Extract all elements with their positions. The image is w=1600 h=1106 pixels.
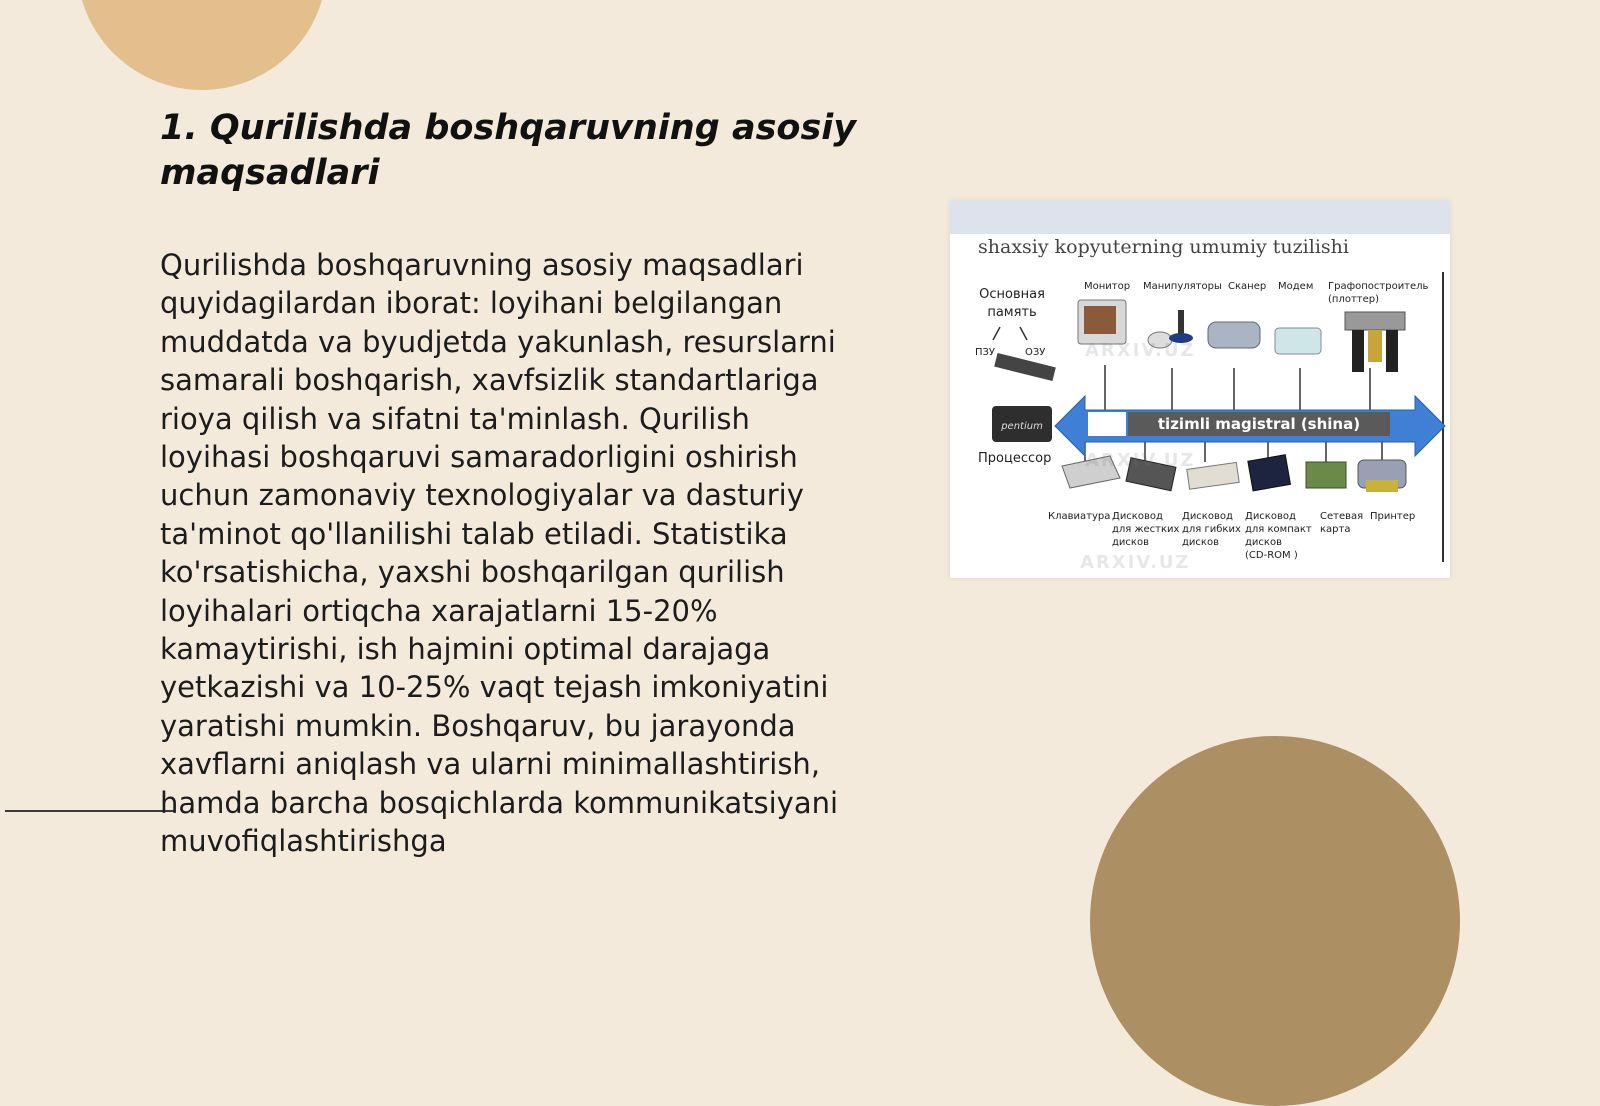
hdd-label-line-3: дисков <box>1112 537 1149 548</box>
decorative-circle-top <box>77 0 327 90</box>
slide-title <box>160 106 860 196</box>
printer-label: Принтер <box>1370 511 1416 522</box>
cdrom-label-line-2: для компакт <box>1245 524 1312 535</box>
fdd-label <box>1182 510 1241 549</box>
pc-structure-diagram <box>950 200 1450 578</box>
modem-label: Модем <box>1278 281 1314 292</box>
network-card-label <box>1320 510 1363 536</box>
network-card-label-line-2: карта <box>1320 524 1351 535</box>
fdd-label-line-2: для гибких <box>1182 524 1241 535</box>
fdd-label-line-3: дисков <box>1182 537 1219 548</box>
scanner-label: Сканер <box>1228 281 1267 292</box>
slide-body-text: Qurilishda boshqaruvning asosiy maqsadlari quyidagilardan iborat: loyihani belgilangan muddatda va byudjetda yakunlash, resurslarni samarali boshqarish, xavfsizlik standartlariga rioya qilish va sifatni ta'minlash. Qurilish loyihasi boshqaruvi samaradorligini oshirish uchun zamonaviy texnologiyalar va dasturiy ta'minot qo'llanilishi talab etiladi. Statistika ko'rsatishicha, yaxshi boshqarilgan qurilish loyihalari ortiqcha xarajatlarni 15-20% kamaytirishi, ish hajmini optimal darajaga yetkazishi va 10-25% vaqt tejash imkoniyatini yaratishi mumkin. Boshqaruv, bu jarayonda xavflarni aniqlash va ularni minimallashtirish, hamda barcha bosqichlarda kommunikatsiyani muvofiqlashtirishga <box>160 248 839 859</box>
cdrom-label-line-4: (CD-ROM ) <box>1245 550 1298 561</box>
rom-label: ПЗУ <box>975 347 996 358</box>
keyboard-label: Клавиатура <box>1048 511 1111 522</box>
modem-icon <box>1275 328 1321 354</box>
plotter-label-line-2: (плоттер) <box>1328 294 1380 305</box>
memory-label <box>968 286 1056 322</box>
scanner-icon <box>1208 322 1260 348</box>
plotter-label <box>1328 280 1428 306</box>
decorative-circle-bottom <box>1090 736 1460 1106</box>
cdrom-label-line-1: Дисковод <box>1245 511 1296 522</box>
watermark-3: ARXIV.UZ <box>1080 552 1191 573</box>
manipulators-label: Манипуляторы <box>1143 281 1222 292</box>
cdrom-label-line-3: дисков <box>1245 537 1282 548</box>
memory-label-line-1: Основная <box>979 287 1045 302</box>
divider-line <box>5 810 175 812</box>
bus-label: tizimli magistral (shina) <box>1157 415 1361 433</box>
ram-label: ОЗУ <box>1025 347 1046 358</box>
slide-title-line-1: 1. Qurilishda boshqaruvning asosiy <box>160 108 857 148</box>
plotter-label-line-1: Графопостроитель <box>1328 281 1429 292</box>
hdd-label-line-1: Дисковод <box>1112 511 1163 522</box>
memory-label-line-2: память <box>987 305 1037 320</box>
plotter-icon <box>1345 312 1405 330</box>
processor-label: Процессор <box>978 451 1052 466</box>
monitor-label: Монитор <box>1084 281 1131 292</box>
cdrom-icon <box>1248 455 1291 491</box>
hdd-label <box>1112 510 1179 549</box>
network-card-label-line-1: Сетевая <box>1320 511 1364 522</box>
network-card-icon <box>1306 462 1346 488</box>
watermark-1: ARXIV.UZ <box>1085 340 1196 361</box>
fdd-label-line-1: Дисковод <box>1182 511 1233 522</box>
figure-title: shaxsiy kopyuterning umumiy tuzilishi <box>978 236 1349 258</box>
cpu-chip-text: pentium <box>1001 421 1043 432</box>
watermark-2: ARXIV.UZ <box>1085 450 1196 471</box>
slide-title-line-2: maqsadlari <box>160 153 380 193</box>
hdd-label-line-2: для жестких <box>1112 524 1180 535</box>
cdrom-label <box>1245 510 1312 562</box>
